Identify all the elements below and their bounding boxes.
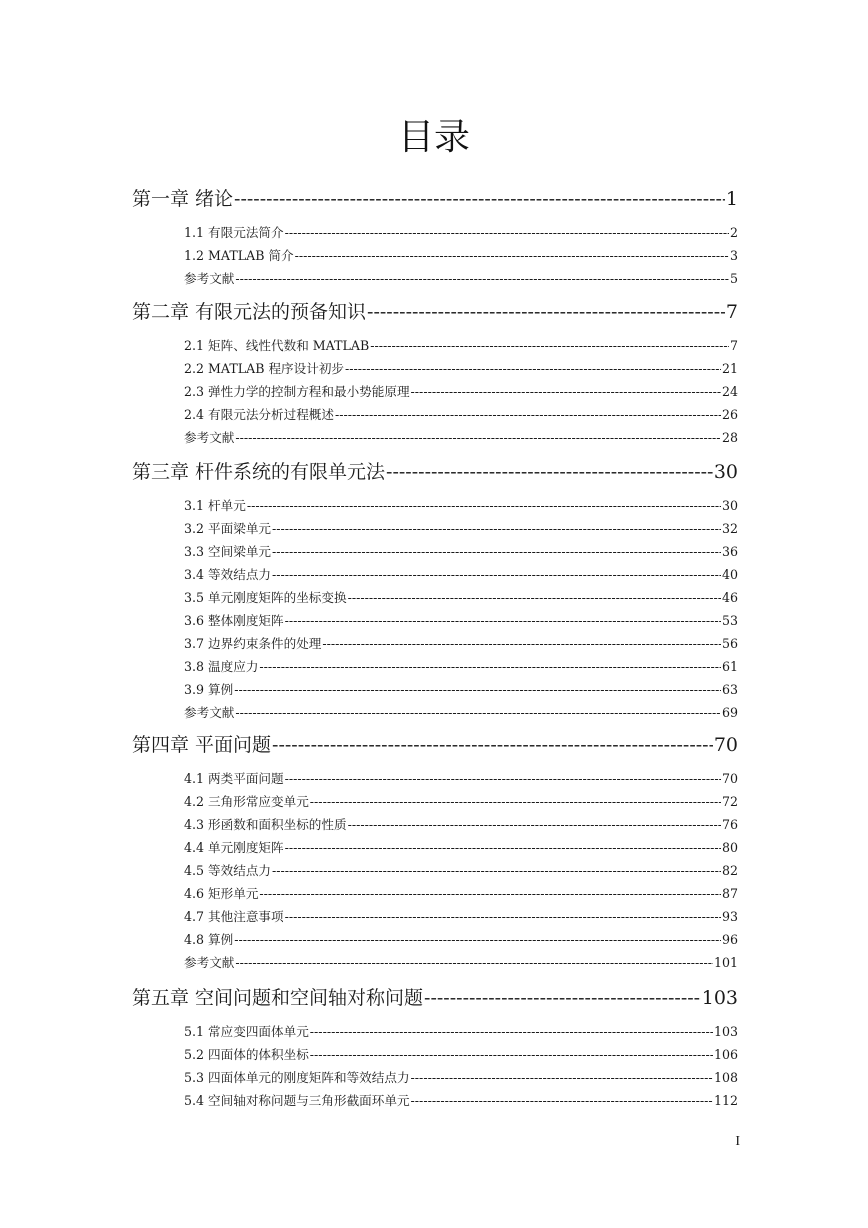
dot-leader — [272, 544, 721, 559]
toc-section-entry[interactable] — [184, 656, 738, 675]
dot-leader — [322, 636, 721, 651]
page-title: 目录 — [397, 117, 470, 158]
toc-section-entry[interactable] — [184, 791, 738, 810]
toc-section-entry[interactable] — [184, 1021, 738, 1040]
toc-section-title: 5.4 空间轴对称问题与三角形截面环单元 — [184, 1093, 410, 1108]
dot-leader — [370, 338, 729, 353]
toc-section-title: 3.8 温度应力 — [184, 659, 259, 674]
toc-chapter-page: 30 — [713, 461, 738, 483]
toc-section-entry[interactable] — [184, 952, 738, 971]
toc-chapter-title: 第二章 有限元法的预备知识 — [132, 301, 367, 323]
dot-leader — [285, 909, 721, 924]
toc-chapter-entry[interactable] — [132, 983, 738, 1010]
toc-section-page: 28 — [721, 430, 738, 445]
toc-section-title: 5.2 四面体的体积坐标 — [184, 1047, 309, 1062]
toc-section-title: 5.1 常应变四面体单元 — [184, 1024, 309, 1039]
toc-chapter-page: 70 — [713, 734, 738, 756]
dot-leader — [310, 794, 721, 809]
toc-section-entry[interactable] — [184, 404, 738, 423]
toc-chapter-page: 103 — [701, 987, 738, 1009]
dot-leader — [285, 613, 721, 628]
toc-section-title: 2.4 有限元法分析过程概述 — [184, 407, 334, 422]
toc-section-page: 63 — [721, 682, 738, 697]
toc-section-title: 参考文献 — [184, 955, 235, 970]
toc-chapter-title: 第五章 空间问题和空间轴对称问题 — [132, 987, 424, 1009]
toc-section-page: 21 — [721, 361, 738, 376]
toc-section-entry[interactable] — [184, 222, 738, 241]
toc-section-title: 3.6 整体刚度矩阵 — [184, 613, 284, 628]
toc-section-page: 112 — [713, 1093, 738, 1108]
dot-leader — [285, 840, 721, 855]
toc-chapter-title: 第一章 绪论 — [132, 188, 234, 210]
toc-section-title: 5.3 四面体单元的刚度矩阵和等效结点力 — [184, 1070, 410, 1085]
toc-section-title: 3.3 空间梁单元 — [184, 544, 272, 559]
dot-leader — [411, 1093, 713, 1108]
toc-section-title: 3.9 算例 — [184, 682, 234, 697]
toc-section-page: 30 — [721, 498, 738, 513]
toc-section-entry[interactable] — [184, 564, 738, 583]
toc-section-entry[interactable] — [184, 245, 738, 264]
toc-section-title: 3.4 等效结点力 — [184, 567, 272, 582]
toc-chapter-entry[interactable] — [132, 184, 738, 211]
dot-leader — [247, 498, 721, 513]
toc-section-entry[interactable] — [184, 381, 738, 400]
dot-leader — [386, 461, 713, 483]
dot-leader — [235, 430, 721, 445]
toc-section-page: 82 — [721, 863, 738, 878]
dot-leader — [234, 932, 721, 947]
toc-section-page: 96 — [721, 932, 738, 947]
dot-leader — [424, 987, 701, 1009]
dot-leader — [234, 188, 725, 210]
toc-section-title: 2.3 弹性力学的控制方程和最小势能原理 — [184, 384, 410, 399]
dot-leader — [348, 817, 721, 832]
dot-leader — [345, 361, 721, 376]
dot-leader — [285, 771, 721, 786]
toc-section-entry[interactable] — [184, 837, 738, 856]
dot-leader — [272, 521, 721, 536]
toc-section-entry[interactable] — [184, 495, 738, 514]
toc-section-page: 2 — [729, 225, 738, 240]
toc-section-title: 4.2 三角形常应变单元 — [184, 794, 309, 809]
toc-section-entry[interactable] — [184, 610, 738, 629]
toc-section-title: 参考文献 — [184, 271, 235, 286]
toc-section-title: 参考文献 — [184, 705, 235, 720]
toc-section-entry[interactable] — [184, 358, 738, 377]
toc-section-entry[interactable] — [184, 702, 738, 721]
dot-leader — [272, 863, 721, 878]
toc-section-entry[interactable] — [184, 335, 738, 354]
toc-section-entry[interactable] — [184, 906, 738, 925]
toc-section-page: 69 — [721, 705, 738, 720]
toc-section-page: 56 — [721, 636, 738, 651]
toc-chapter-title: 第四章 平面问题 — [132, 734, 272, 756]
dot-leader — [272, 734, 713, 756]
toc-section-title: 2.2 MATLAB 程序设计初步 — [184, 361, 345, 376]
toc-section-page: 76 — [721, 817, 738, 832]
toc-section-title: 4.1 两类平面问题 — [184, 771, 284, 786]
toc-section-title: 4.6 矩形单元 — [184, 886, 259, 901]
toc-section-title: 3.7 边界约束条件的处理 — [184, 636, 322, 651]
toc-section-page: 3 — [729, 248, 738, 263]
dot-leader — [235, 271, 729, 286]
toc-section-page: 106 — [713, 1047, 738, 1062]
toc-section-entry[interactable] — [184, 518, 738, 537]
toc-section-title: 4.7 其他注意事项 — [184, 909, 284, 924]
dot-leader — [411, 1070, 713, 1085]
dot-leader — [411, 384, 721, 399]
toc-section-entry[interactable] — [184, 268, 738, 287]
toc-section-entry[interactable] — [184, 679, 738, 698]
dot-leader — [310, 1047, 713, 1062]
dot-leader — [272, 567, 721, 582]
toc-section-page: 72 — [721, 794, 738, 809]
toc-chapter-title: 第三章 杆件系统的有限单元法 — [132, 461, 386, 483]
toc-section-page: 5 — [729, 271, 738, 286]
dot-leader — [235, 705, 721, 720]
dot-leader — [259, 886, 721, 901]
toc-section-entry[interactable] — [184, 1044, 738, 1063]
toc-section-title: 3.2 平面梁单元 — [184, 521, 272, 536]
toc-section-entry[interactable] — [184, 541, 738, 560]
dot-leader — [367, 301, 725, 323]
toc-section-entry[interactable] — [184, 883, 738, 902]
toc-section-entry[interactable] — [184, 587, 738, 606]
toc-section-title: 4.8 算例 — [184, 932, 234, 947]
toc-section-page: 32 — [721, 521, 738, 536]
toc-section-page: 103 — [713, 1024, 738, 1039]
dot-leader — [259, 659, 721, 674]
toc-section-page: 53 — [721, 613, 738, 628]
toc-chapter-page: 7 — [725, 301, 738, 323]
toc-section-page: 7 — [729, 338, 738, 353]
toc-section-title: 参考文献 — [184, 430, 235, 445]
toc-chapter-entry[interactable] — [132, 730, 738, 757]
toc-section-page: 87 — [721, 886, 738, 901]
toc-section-title: 4.4 单元刚度矩阵 — [184, 840, 284, 855]
toc-section-title: 2.1 矩阵、线性代数和 MATLAB — [184, 338, 370, 353]
dot-leader — [285, 225, 729, 240]
toc-section-entry[interactable] — [184, 1090, 738, 1109]
toc-section-entry[interactable] — [184, 814, 738, 833]
toc-section-title: 3.1 杆单元 — [184, 498, 246, 513]
dot-leader — [234, 682, 721, 697]
toc-section-page: 108 — [713, 1070, 738, 1085]
toc-section-title: 4.5 等效结点力 — [184, 863, 272, 878]
toc-section-page: 46 — [721, 590, 738, 605]
toc-chapter-entry[interactable] — [132, 457, 738, 484]
toc-section-page: 36 — [721, 544, 738, 559]
toc-chapter-page: 1 — [725, 188, 738, 210]
page-number: I — [735, 1134, 740, 1149]
toc-section-entry[interactable] — [184, 633, 738, 652]
dot-leader — [295, 248, 729, 263]
toc-section-page: 24 — [721, 384, 738, 399]
dot-leader — [335, 407, 721, 422]
toc-section-page: 93 — [721, 909, 738, 924]
toc-chapter-entry[interactable] — [132, 297, 738, 324]
dot-leader — [235, 955, 713, 970]
toc-section-entry[interactable] — [184, 1067, 738, 1086]
toc-section-title: 1.1 有限元法简介 — [184, 225, 284, 240]
dot-leader — [310, 1024, 713, 1039]
toc-section-entry[interactable] — [184, 768, 738, 787]
toc-section-entry[interactable] — [184, 427, 738, 446]
dot-leader — [348, 590, 721, 605]
toc-section-page: 80 — [721, 840, 738, 855]
toc-section-title: 4.3 形函数和面积坐标的性质 — [184, 817, 347, 832]
toc-section-page: 61 — [721, 659, 738, 674]
toc-section-entry[interactable] — [184, 860, 738, 879]
toc-section-title: 3.5 单元刚度矩阵的坐标变换 — [184, 590, 347, 605]
toc-section-page: 70 — [721, 771, 738, 786]
toc-section-page: 40 — [721, 567, 738, 582]
toc-section-page: 101 — [713, 955, 738, 970]
toc-section-entry[interactable] — [184, 929, 738, 948]
toc-section-title: 1.2 MATLAB 简介 — [184, 248, 294, 263]
toc-section-page: 26 — [721, 407, 738, 422]
